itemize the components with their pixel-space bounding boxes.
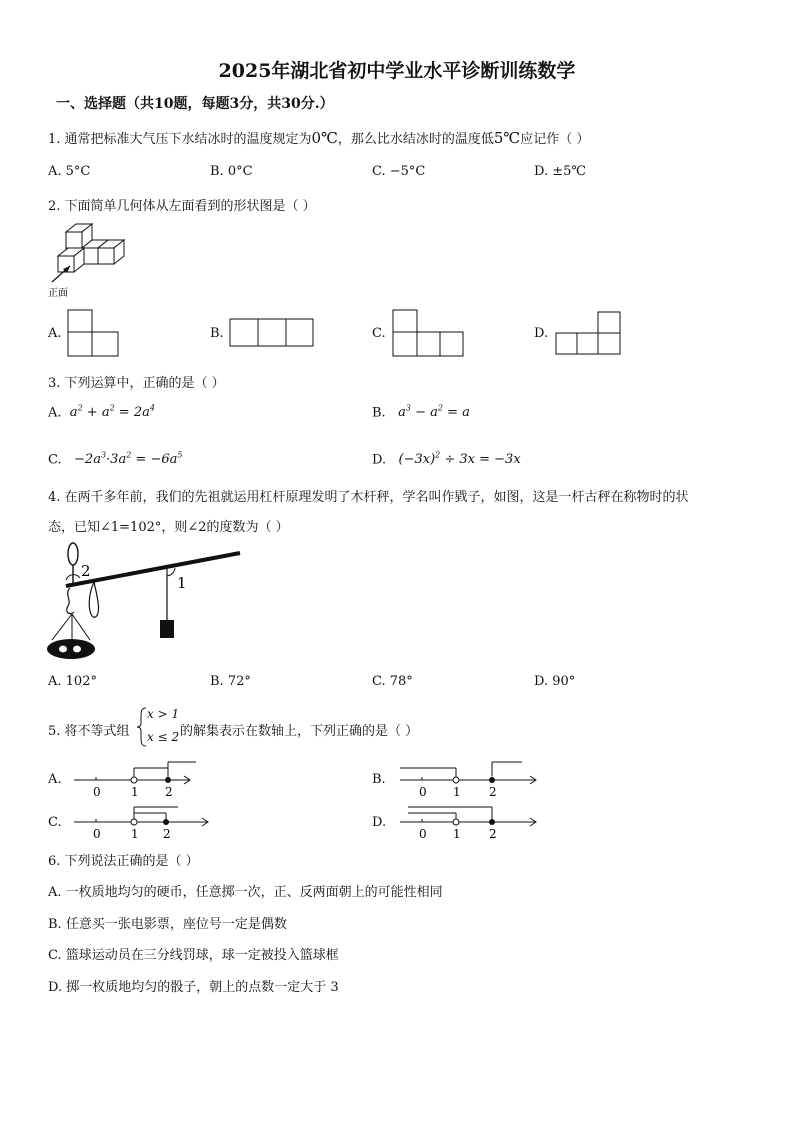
q1-option-b[interactable]: B. 0°C: [210, 164, 253, 179]
q1-option-c[interactable]: C. −5°C: [372, 164, 426, 179]
q3-option-a[interactable]: [48, 404, 155, 420]
q3-option-c-expr: $-2a^3\cdot 3a^2 = -6a^5$: [65, 451, 183, 468]
q2-option-b-label[interactable]: B.: [210, 326, 224, 341]
q2-option-a-label[interactable]: A.: [48, 326, 62, 341]
q1-stem-part-b: ，那么比水结冰时的温度低: [337, 132, 494, 147]
tick-2: 2: [163, 827, 171, 841]
tick-2: 2: [489, 785, 497, 799]
q5-option-d-label[interactable]: D.: [372, 815, 387, 830]
tick-1: 1: [453, 785, 461, 799]
tick-1: 1: [453, 827, 461, 841]
q1-stem-part-c: 应记作（ ）: [520, 132, 590, 147]
question-6-stem: 6. 下列说法正确的是（ ）: [48, 854, 199, 869]
q1-temp-5: 5℃: [493, 129, 521, 147]
q4-option-c[interactable]: C. 78°: [372, 674, 413, 689]
q3-option-b-expr: $a^3 - a^2 = a$: [389, 404, 470, 421]
angle-1-label: 1: [177, 574, 187, 592]
q5-stem-part-b: 的解集表示在数轴上，下列正确的是（ ）: [180, 724, 419, 739]
q5-inequality-2: x ≤ 2: [147, 730, 180, 744]
q6-option-c[interactable]: C. 篮球运动员在三分线罚球，球一定被投入篮球框: [48, 948, 339, 963]
q5-inequality-1: x > 1: [147, 707, 180, 721]
q3-option-c-label: C.: [48, 452, 62, 468]
q2-option-b-figure[interactable]: [228, 317, 316, 349]
q5-option-a-label[interactable]: A.: [48, 772, 62, 787]
solid-figure: [44, 218, 144, 302]
question-3-stem: 3. 下列运算中，正确的是（ ）: [48, 376, 225, 391]
angle-2-label: 2: [81, 562, 91, 580]
q2-option-c-figure[interactable]: [391, 308, 467, 360]
q1-option-a[interactable]: A. 5°C: [48, 164, 91, 179]
tick-1: 1: [131, 827, 139, 841]
tick-0: 0: [93, 827, 101, 841]
tick-0: 0: [419, 785, 427, 799]
question-4-stem-line-2: 态，已知∠1=102°，则∠2的度数为（ ）: [48, 520, 289, 535]
q3-option-d-expr: $(-3x)^2 \div 3x = -3x$: [390, 451, 521, 468]
question-1-stem: [48, 128, 589, 147]
page-title: 2025年湖北省初中学业水平诊断训练数学: [218, 60, 576, 82]
q3-option-b-label: B.: [372, 405, 386, 421]
q1-option-d[interactable]: D. ±5℃: [534, 164, 586, 179]
q2-option-c-label[interactable]: C.: [372, 326, 386, 341]
q6-option-d[interactable]: D. 掷一枚质地均匀的骰子，朝上的点数一定大于 3: [48, 980, 339, 995]
q1-stem-part-a: 1. 通常把标准大气压下水结冰时的温度规定为: [48, 132, 312, 147]
q3-option-a-label: A.: [48, 405, 62, 421]
q3-option-b[interactable]: [372, 404, 470, 420]
steelyard-figure: [42, 540, 246, 666]
q4-option-b[interactable]: B. 72°: [210, 674, 251, 689]
tick-0: 0: [93, 785, 101, 799]
q5-option-c-numberline[interactable]: [72, 802, 212, 842]
q6-option-b[interactable]: B. 任意买一张电影票，座位号一定是偶数: [48, 917, 287, 932]
q3-option-d-label: D.: [372, 452, 387, 468]
q5-stem-part-a: 5. 将不等式组: [48, 724, 130, 739]
scale-pan: [47, 639, 95, 659]
question-2-stem: 2. 下面简单几何体从左面看到的形状图是（ ）: [48, 199, 316, 214]
q1-temp-0: 0℃: [311, 129, 338, 147]
q2-option-d-figure[interactable]: [554, 310, 624, 358]
q5-option-a-numberline[interactable]: [72, 758, 196, 800]
section-heading: 一、选择题（共10题，每题3分，共30分.）: [56, 96, 334, 112]
question-4-stem-line-1: 4. 在两千多年前，我们的先祖就运用杠杆原理发明了木杆秤，学名叫作戥子，如图，这是一杆古秤在称物时的状: [48, 490, 689, 505]
q6-option-a[interactable]: A. 一枚质地均匀的硬币，任意掷一次，正、反两面朝上的可能性相同: [48, 885, 443, 900]
q5-option-b-label[interactable]: B.: [372, 772, 386, 787]
front-label: 正面: [48, 288, 68, 299]
tick-2: 2: [165, 785, 173, 799]
q4-option-d[interactable]: D. 90°: [534, 674, 576, 689]
q5-option-d-numberline[interactable]: [398, 802, 540, 842]
q2-option-a-figure[interactable]: [66, 308, 122, 360]
weight-block: [160, 620, 174, 638]
q5-option-c-label[interactable]: C.: [48, 815, 62, 830]
tick-2: 2: [489, 827, 497, 841]
tick-0: 0: [419, 827, 427, 841]
q3-option-c[interactable]: [48, 451, 182, 467]
q3-option-a-expr: $a^2 + a^2 = 2a^4$: [65, 404, 155, 421]
q2-option-d-label[interactable]: D.: [534, 326, 549, 341]
q5-option-b-numberline[interactable]: [398, 758, 540, 800]
tick-1: 1: [131, 785, 139, 799]
q3-option-d[interactable]: [372, 451, 521, 467]
q4-option-a[interactable]: A. 102°: [48, 674, 97, 689]
